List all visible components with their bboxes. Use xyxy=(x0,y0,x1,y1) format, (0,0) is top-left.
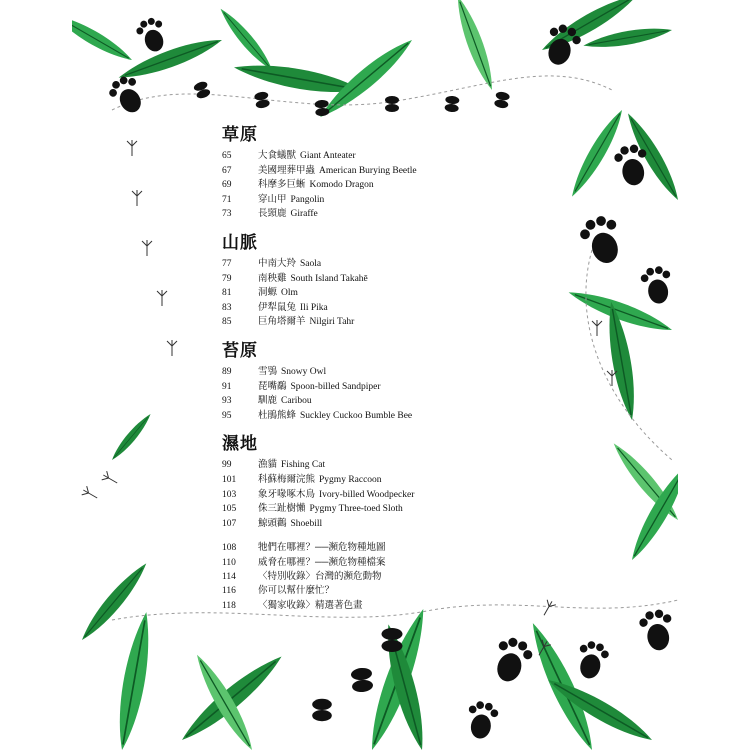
entry-title: 〈獨家收錄〉精選著色畫 xyxy=(258,600,363,611)
chinese-name: 美國埋葬甲蟲 xyxy=(258,165,316,176)
toc-entry[interactable] xyxy=(222,541,522,555)
toc-section xyxy=(222,232,522,330)
toc-entry[interactable] xyxy=(222,301,522,316)
page-number: 116 xyxy=(222,586,236,597)
toc-entry[interactable] xyxy=(222,409,522,424)
chinese-name: 科摩多巨蜥 xyxy=(258,180,306,191)
page-number: 108 xyxy=(222,543,237,554)
page-number: 105 xyxy=(222,504,237,515)
toc-entry[interactable] xyxy=(222,517,522,532)
toc-entry[interactable] xyxy=(222,473,522,488)
toc-entry[interactable] xyxy=(222,286,522,301)
entry-title: 你可以幫什麼忙？ xyxy=(258,586,335,597)
page-number: 77 xyxy=(222,258,232,269)
toc-entry[interactable] xyxy=(222,315,522,330)
page-number: 103 xyxy=(222,489,237,500)
page-number: 114 xyxy=(222,572,236,583)
toc-entry[interactable] xyxy=(222,394,522,409)
page-number: 95 xyxy=(222,410,232,421)
toc-entry[interactable] xyxy=(222,380,522,395)
section-title: 山脈 xyxy=(222,232,258,252)
chinese-name: 侏三趾樹懶 xyxy=(258,504,306,515)
english-name: American Burying Beetle xyxy=(319,165,417,176)
chinese-name: 馴鹿 xyxy=(258,396,278,407)
chinese-name: 鯨頭鸛 xyxy=(258,518,287,529)
chinese-name: 伊犁鼠兔 xyxy=(258,302,297,313)
page-number: 101 xyxy=(222,474,237,485)
section-title: 濕地 xyxy=(222,434,258,454)
english-name: Saola xyxy=(300,258,322,269)
english-name: Suckley Cuckoo Bumble Bee xyxy=(300,410,413,421)
toc-entry[interactable] xyxy=(222,556,522,570)
page-number: 89 xyxy=(222,366,232,377)
english-name: Komodo Dragon xyxy=(309,180,374,191)
english-name: Giant Anteater xyxy=(300,151,356,161)
english-name: Ili Pika xyxy=(300,302,328,313)
toc-section xyxy=(222,340,522,423)
toc-entry[interactable] xyxy=(222,257,522,272)
chinese-name: 象牙喙啄木鳥 xyxy=(258,489,316,500)
english-name: Olm xyxy=(281,288,298,299)
english-name: Fishing Cat xyxy=(281,460,326,471)
chinese-name: 洞螈 xyxy=(258,288,278,299)
section-title: 苔原 xyxy=(222,340,258,360)
english-name: Caribou xyxy=(281,396,312,407)
chinese-name: 大食蟻獸 xyxy=(258,151,297,161)
page-number: 81 xyxy=(222,288,232,299)
chinese-name: 科蘇梅爾浣熊 xyxy=(258,474,316,485)
chinese-name: 漁貓 xyxy=(258,460,278,471)
chinese-name: 南秧雞 xyxy=(258,273,287,284)
english-name: Nilgiri Tahr xyxy=(309,317,355,328)
section-title: 草原 xyxy=(222,125,258,144)
appendix-list xyxy=(222,541,522,613)
page-number: 65 xyxy=(222,151,232,161)
toc-entry[interactable] xyxy=(222,458,522,473)
page-number: 91 xyxy=(222,381,232,392)
toc-section xyxy=(222,433,522,531)
toc-entry[interactable] xyxy=(222,207,522,222)
english-name: Spoon-billed Sandpiper xyxy=(290,381,381,392)
english-name: Pygmy Raccoon xyxy=(319,474,382,485)
table-of-contents xyxy=(222,124,522,613)
page-number: 107 xyxy=(222,518,237,529)
toc-entry[interactable] xyxy=(222,570,522,584)
toc-entry[interactable] xyxy=(222,365,522,380)
english-name: Ivory-billed Woodpecker xyxy=(319,489,415,500)
english-name: Pygmy Three-toed Sloth xyxy=(309,504,403,515)
page-number: 93 xyxy=(222,396,232,407)
chinese-name: 穿山甲 xyxy=(258,194,287,205)
toc-entry[interactable] xyxy=(222,149,522,164)
chinese-name: 杜鵑熊蜂 xyxy=(258,410,297,421)
entry-title: 牠們在哪裡？──瀕危物種地圖 xyxy=(258,543,386,554)
page-number: 73 xyxy=(222,209,232,220)
chinese-name: 雪鴞 xyxy=(258,366,278,377)
toc-entry[interactable] xyxy=(222,193,522,208)
english-name: Pangolin xyxy=(290,194,325,205)
english-name: Shoebill xyxy=(290,518,323,529)
book-page xyxy=(72,0,678,750)
toc-entry[interactable] xyxy=(222,178,522,193)
page-number: 110 xyxy=(222,557,236,568)
toc-entry[interactable] xyxy=(222,599,522,613)
page-number: 79 xyxy=(222,273,232,284)
chinese-name: 琵嘴鷸 xyxy=(258,381,287,392)
toc-section xyxy=(222,124,522,222)
page-number: 83 xyxy=(222,302,232,313)
toc-entry[interactable] xyxy=(222,488,522,503)
page-number: 85 xyxy=(222,317,232,328)
english-name: Snowy Owl xyxy=(281,366,327,377)
toc-entry[interactable] xyxy=(222,502,522,517)
entry-title: 威脅在哪裡？──瀕危物種檔案 xyxy=(258,557,386,568)
page-number: 118 xyxy=(222,600,236,611)
toc-entry[interactable] xyxy=(222,584,522,598)
page-number: 71 xyxy=(222,194,232,205)
chinese-name: 長頸鹿 xyxy=(258,209,287,220)
chinese-name: 中南大羚 xyxy=(258,258,297,269)
page-number: 69 xyxy=(222,180,232,191)
page-number: 99 xyxy=(222,460,232,471)
entry-title: 〈特別收錄〉台灣的瀕危動物 xyxy=(258,572,382,583)
english-name: Giraffe xyxy=(290,209,318,220)
toc-entry[interactable] xyxy=(222,272,522,287)
english-name: South Island Takahē xyxy=(290,273,368,284)
page-number: 67 xyxy=(222,165,232,176)
chinese-name: 巨角塔爾羊 xyxy=(258,317,306,328)
toc-entry[interactable] xyxy=(222,164,522,179)
